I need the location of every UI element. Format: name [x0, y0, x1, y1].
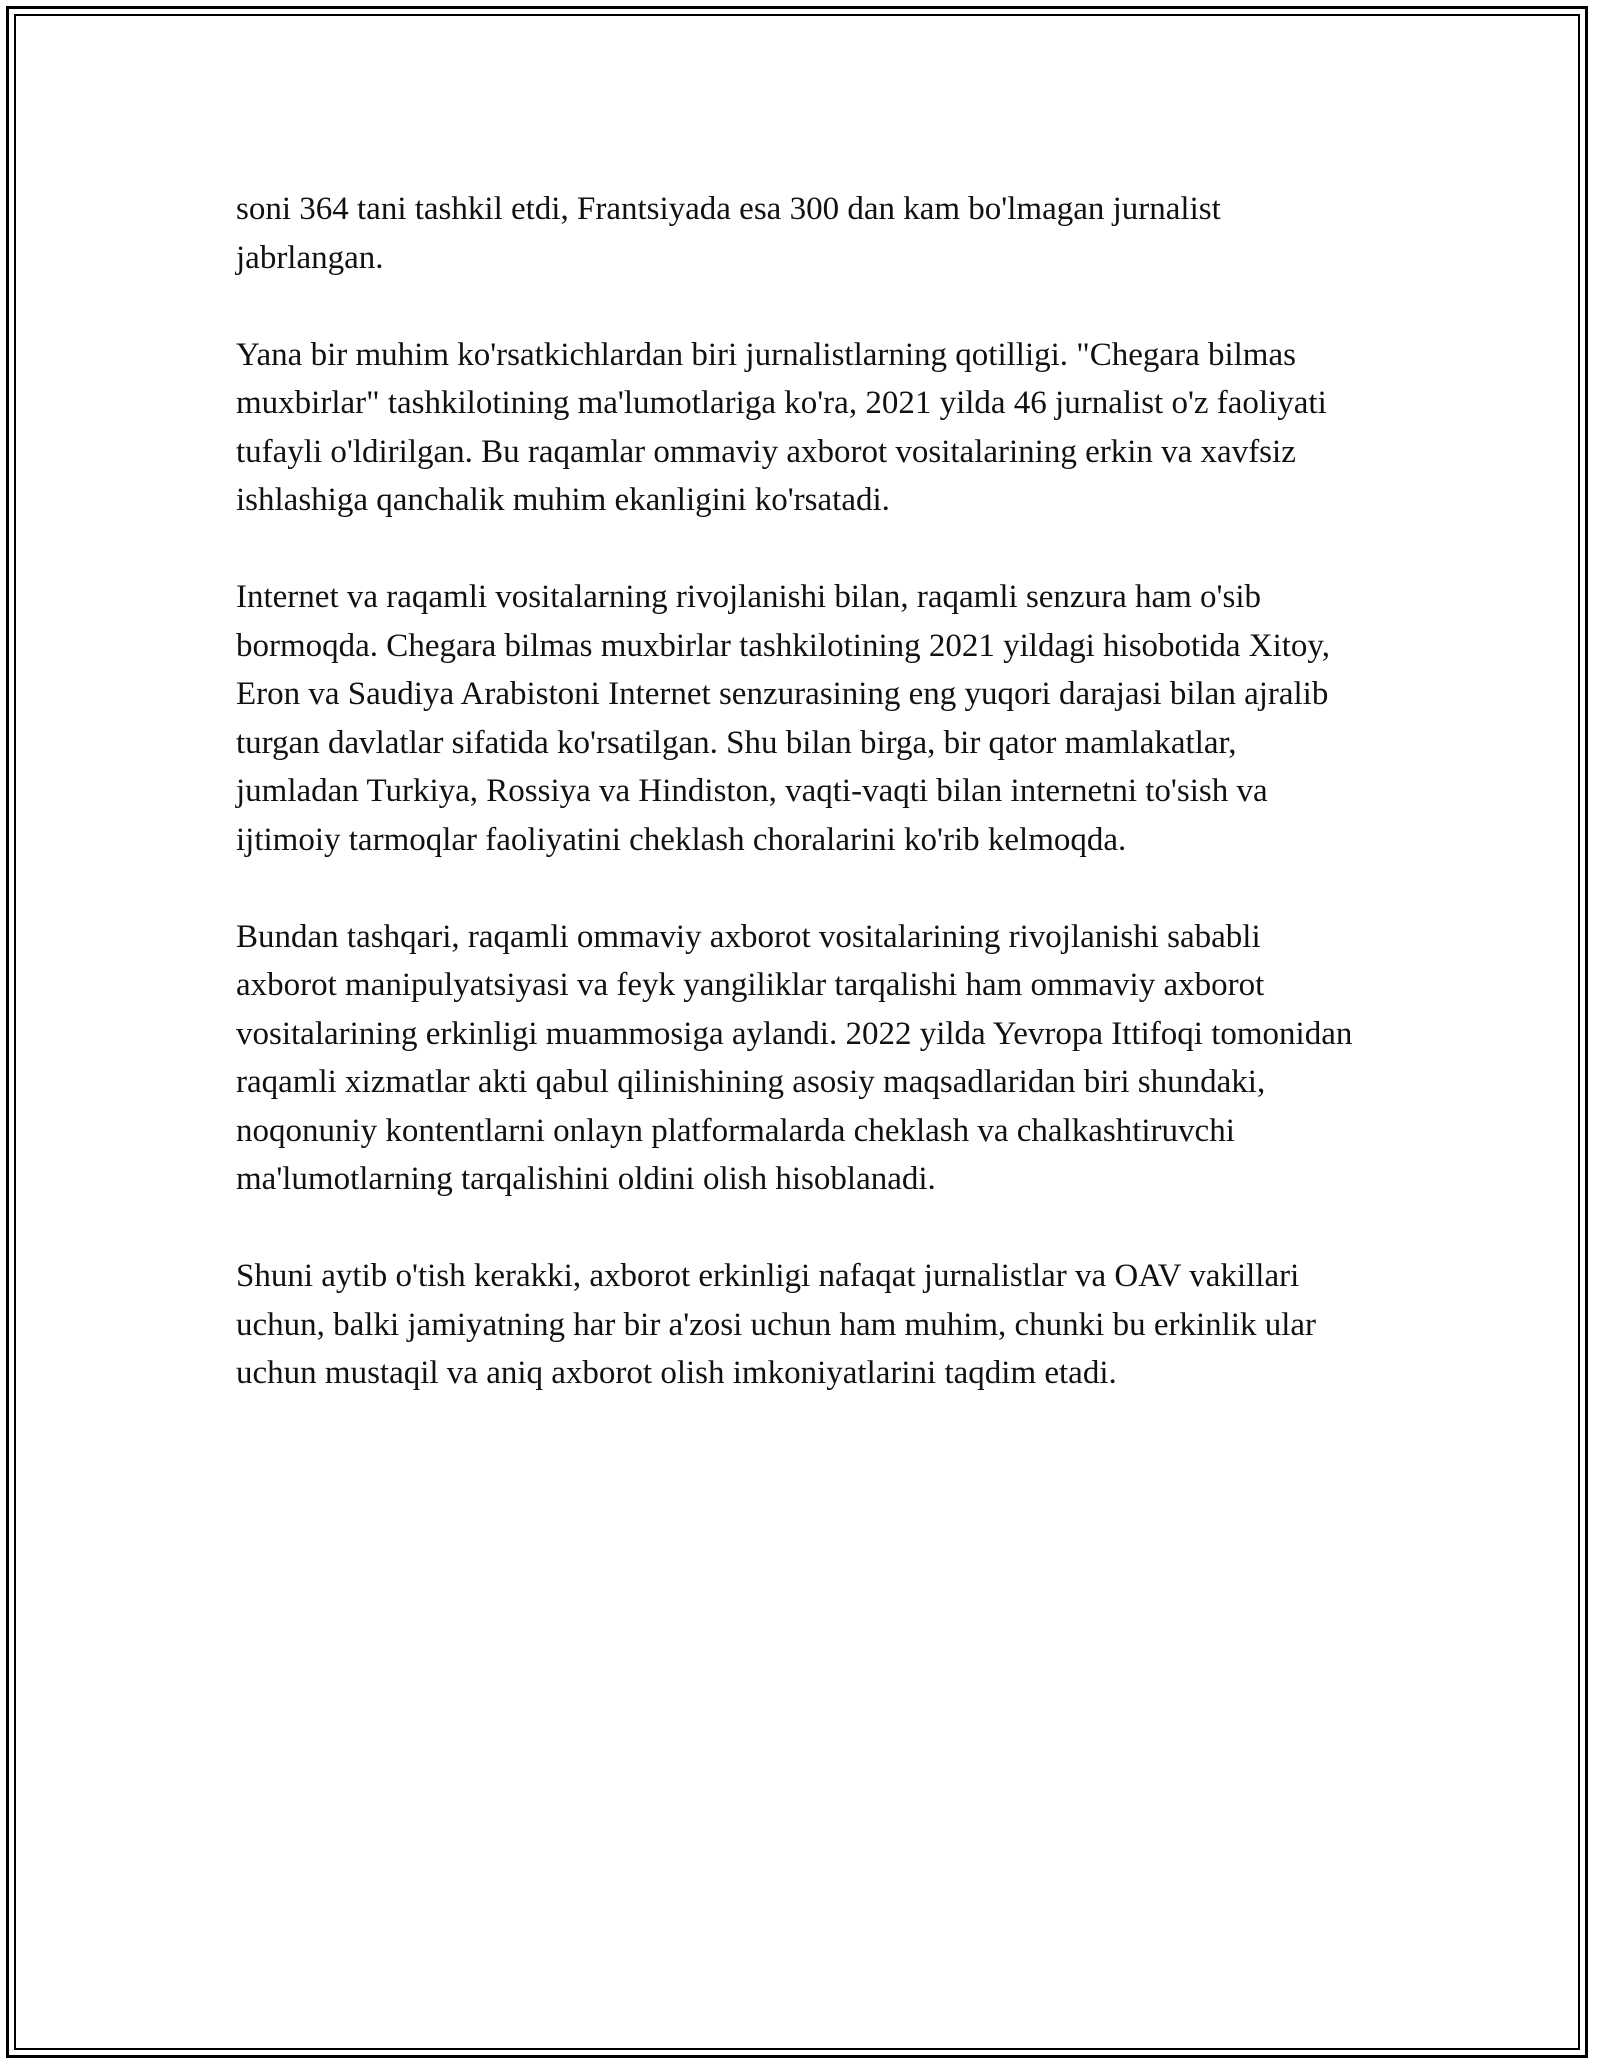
paragraph-1: soni 364 tani tashkil etdi, Frantsiyada esa 300 dan kam bo'lmagan jurnalist jabrlangan. — [236, 191, 1221, 276]
paragraph-4: Bundan tashqari, raqamli ommaviy axborot vositalarining rivojlanishi sababli axborot manipulyatsiyasi va feyk yangiliklar tarqalishi ham ommaviy axborot vositalarining erkinligi muammosiga aylandi. 2022 yilda Yevropa Ittifoqi tomonidan raqamli xizmatlar akti qabul qilinishining asosiy maqsadlaridan biri shundaki, noqonuniy kontentlarni onlayn platformalarda cheklash va chalkashtiruvchi ma'lumotlarning tarqalishini oldini olish hisoblanadi. — [236, 918, 1353, 1197]
paragraph-3: Internet va raqamli vositalarning rivojlanishi bilan, raqamli senzura ham o'sib bormoqda. Chegara bilmas muxbirlar tashkilotining 2021 yildagi hisobotida Xitoy, Eron va Saudiya Arabistoni Internet senzurasining eng yuqori darajasi bilan ajralib turgan davlatlar sifatida ko'rsatilgan. Shu bilan birga, bir qator mamlakatlar, jumladan Turkiya, Rossiya va Hindiston, vaqti-vaqti bilan internetni to'sish va ijtimoiy tarmoqlar faoliyatini cheklash choralarini ko'rib kelmoqda. — [236, 579, 1331, 858]
document-body — [236, 185, 1366, 1446]
paragraph-5: Shuni aytib o'tish kerakki, axborot erkinligi nafaqat jurnalistlar va OAV vakillari uchun, balki jamiyatning har bir a'zosi uchun ham muhim, chunki bu erkinlik ular uchun mustaqil va aniq axborot olish imkoniyatlarini taqdim etadi. — [236, 1258, 1317, 1391]
paragraph-2: Yana bir muhim ko'rsatkichlardan biri jurnalistlarning qotilligi. "Chegara bilmas muxbirlar" tashkilotining ma'lumotlariga ko'ra, 2021 yilda 46 jurnalist o'z faoliyati tufayli o'ldirilgan. Bu raqamlar ommaviy axborot vositalarining erkin va xavfsiz ishlashiga qanchalik muhim ekanligini ko'rsatadi. — [236, 336, 1327, 518]
